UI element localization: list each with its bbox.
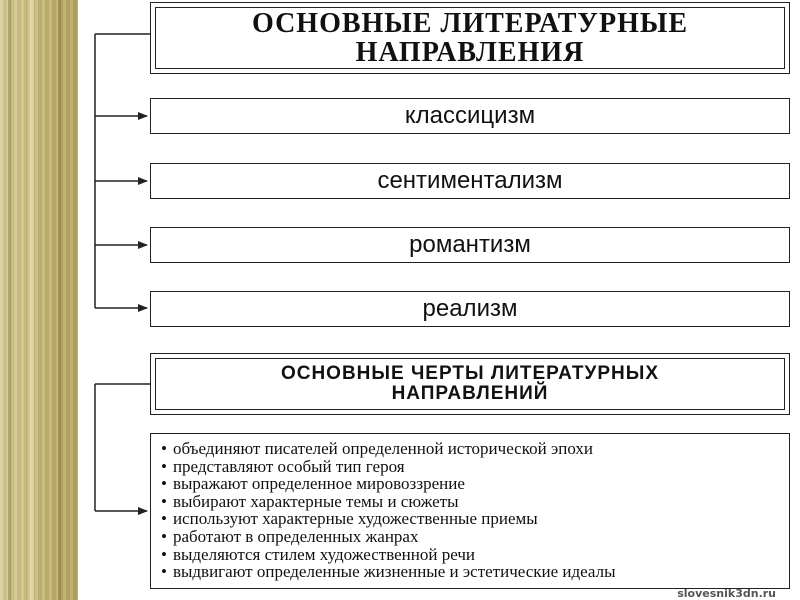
feature-item: • выделяются стилем художественной речи <box>161 546 616 564</box>
strip-highlight <box>30 0 34 600</box>
direction-box-classicism: классицизм <box>150 98 790 134</box>
feature-item: • работают в определенных жанрах <box>161 528 616 546</box>
feature-item: • представляют особый тип героя <box>161 458 616 476</box>
features-title-line2: НАПРАВЛЕНИЙ <box>391 383 549 404</box>
strip-line <box>58 0 61 600</box>
decorative-side-strip <box>0 0 78 600</box>
feature-item: • выбирают характерные темы и сюжеты <box>161 493 616 511</box>
feature-item: • выражают определенное мировоззрение <box>161 475 616 493</box>
features-list-box <box>150 433 790 589</box>
strip-line <box>8 0 11 600</box>
direction-box-sentimentalism: сентиментализм <box>150 163 790 199</box>
features-list <box>161 440 616 581</box>
direction-box-realism: реализм <box>150 291 790 327</box>
main-title-box <box>150 2 790 74</box>
main-title-line2: НАПРАВЛЕНИЯ <box>355 37 585 68</box>
feature-item: • выдвигают определенные жизненные и эстетические идеалы <box>161 563 616 581</box>
source-watermark: slovesnik3dn.ru <box>677 587 776 600</box>
feature-item: • используют характерные художественные приемы <box>161 510 616 528</box>
feature-item: • объединяют писателей определенной исторической эпохи <box>161 440 616 458</box>
features-title-box <box>150 353 790 415</box>
features-title-line1: ОСНОВНЫЕ ЧЕРТЫ ЛИТЕРАТУРНЫХ <box>280 363 660 385</box>
main-title-line1: ОСНОВНЫЕ ЛИТЕРАТУРНЫЕ <box>251 7 689 39</box>
direction-box-romanticism: романтизм <box>150 227 790 263</box>
